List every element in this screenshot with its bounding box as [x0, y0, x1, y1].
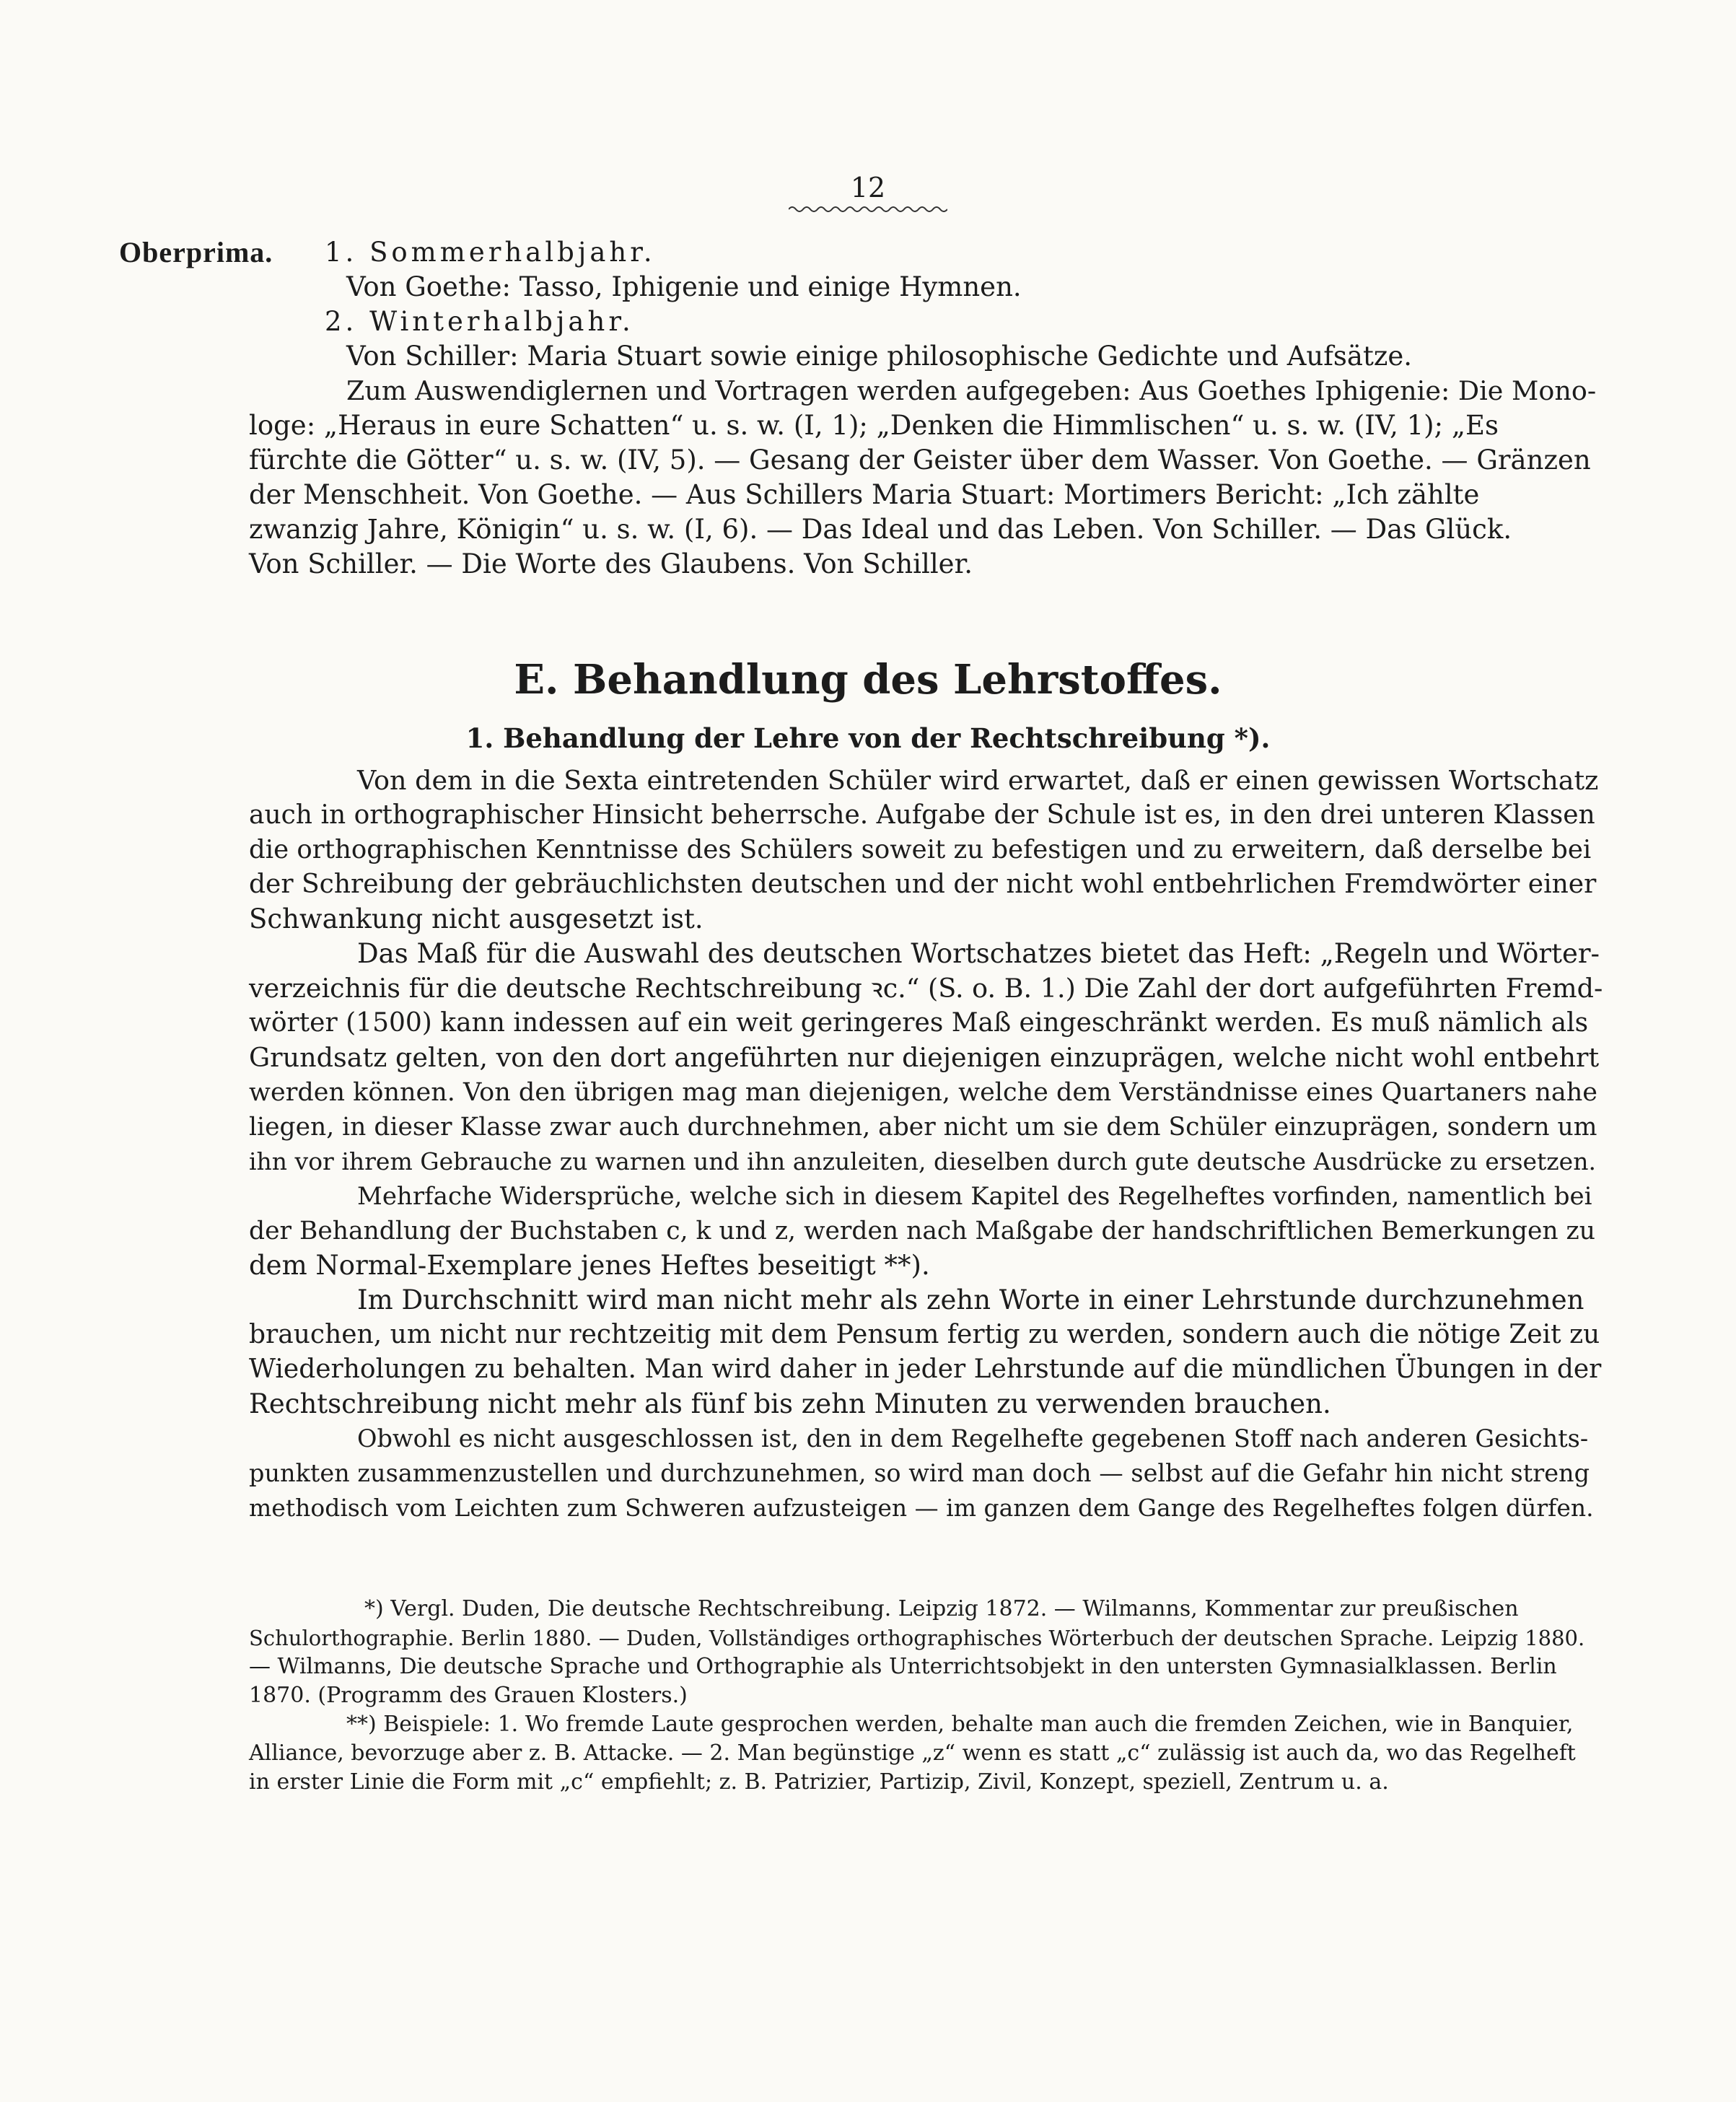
footnote-line: in erster Linie die Form mit „c“ empfiehlt; z. B. Patrizier, Partizip, Zivil, Konzept, speziell, Zentrum u. a. [249, 1769, 1389, 1795]
paragraph-line: Obwohl es nicht ausgeschlossen ist, den in dem Regelhefte gegebenen Stoff nach anderen Gesichts- [357, 1424, 1589, 1453]
paragraph-line: Im Durchschnitt wird man nicht mehr als zehn Worte in einer Lehrstunde durchzunehmen [357, 1284, 1584, 1315]
paragraph-line: Mehrfache Widersprüche, welche sich in diesem Kapitel des Regelheftes vorfinden, namentlich bei [357, 1182, 1592, 1211]
paragraph-line: Zum Auswendiglernen und Vortragen werden aufgegeben: Aus Goethes Iphigenie: Die Mono- [346, 375, 1597, 406]
paragraph-line: verzeichnis für die deutsche Rechtschreibung ꝛc.“ (S. o. B. 1.) Die Zahl der dort aufgeführten Fremd- [249, 973, 1603, 1004]
reading-item: Von Goethe: Tasso, Iphigenie und einige Hymnen. [346, 271, 1022, 302]
body-text [249, 763, 1605, 1525]
paragraph-line: Von dem in die Sexta eintretenden Schüler wird erwartet, daß er einen gewissen Wortschatz [357, 765, 1599, 796]
paragraph-line: zwanzig Jahre, Königin“ u. s. w. (I, 6). — Das Ideal und das Leben. Von Schiller. — Das Glück. [249, 514, 1512, 545]
paragraph-line: Grundsatz gelten, von den dort angeführten nur diejenigen einzuprägen, welche nicht wohl entbehrt [249, 1042, 1600, 1073]
paragraph-line: Schwankung nicht ausgesetzt ist. [249, 903, 703, 934]
paragraph-line: loge: „Heraus in eure Schatten“ u. s. w. (I, 1); „Denken die Himmlischen“ u. s. w. (IV, 1); „Es [249, 410, 1499, 441]
paragraph-line: der Schreibung der gebräuchlichsten deutschen und der nicht wohl entbehrlichen Fremdwörter einer [249, 870, 1597, 899]
page-number: 12 [850, 172, 886, 203]
paragraph-line: brauchen, um nicht nur rechtzeitig mit dem Pensum fertig zu werden, sondern auch die nötige Zeit zu [249, 1320, 1600, 1349]
paragraph-line: methodisch vom Leichten zum Schweren aufzusteigen — im ganzen dem Gange des Regelheftes folgen dürfen. [249, 1494, 1594, 1522]
sub-heading: 1. Behandlung der Lehre von der Rechtschreibung *). [465, 722, 1271, 754]
footnote-line: **) Beispiele: 1. Wo fremde Laute gesprochen werden, behalte man auch die fremden Zeichen, wie in Banquier, [346, 1712, 1574, 1737]
footnotes [249, 1595, 1605, 1797]
paragraph-line: Das Maß für die Auswahl des deutschen Wortschatzes bietet das Heft: „Regeln und Wörter- [357, 938, 1600, 969]
semester-heading: 2. Winterhalbjahr. [325, 306, 634, 337]
paragraph-line: die orthographischen Kenntnisse des Schülers soweit zu befestigen und zu erweitern, daß derselbe bei [249, 835, 1592, 864]
ornament-wave [789, 203, 947, 215]
footnote-line: Alliance, bevorzuge aber z. B. Attacke. — 2. Man begünstige „z“ wenn es statt „c“ zulässig ist auch da, wo das Regelheft [249, 1740, 1576, 1766]
paragraph-line: der Menschheit. Von Goethe. — Aus Schillers Maria Stuart: Mortimers Bericht: „Ich zählte [249, 479, 1480, 510]
paragraph-line: Von Schiller. — Die Worte des Glaubens. Von Schiller. [249, 548, 973, 579]
footnote-line: 1870. (Programm des Grauen Klosters.) [249, 1683, 688, 1708]
reading-list [249, 235, 1605, 582]
paragraph-line: Wiederholungen zu behalten. Man wird daher in jeder Lehrstunde auf die mündlichen Übungen in der [249, 1354, 1602, 1384]
paragraph-line: fürchte die Götter“ u. s. w. (IV, 5). — Gesang der Geister über dem Wasser. Von Goethe. — Gränzen [249, 445, 1591, 476]
paragraph-line: liegen, in dieser Klasse zwar auch durchnehmen, aber nicht um sie dem Schüler einzuprägen, sondern um [249, 1113, 1597, 1142]
section-heading: E. Behandlung des Lehrstoffes. [514, 656, 1222, 704]
footnote-line: Schulorthographie. Berlin 1880. — Duden, Vollständiges orthographisches Wörterbuch der deutschen Sprache. Leipzig 1880. [249, 1626, 1585, 1650]
footnote-line: *) Vergl. Duden, Die deutsche Rechtschreibung. Leipzig 1872. — Wilmanns, Kommentar zur preußischen [364, 1596, 1519, 1621]
paragraph-line: Rechtschreibung nicht mehr als fünf bis zehn Minuten zu verwenden brauchen. [249, 1388, 1331, 1419]
class-label: Oberprima. [119, 236, 273, 268]
paragraph-line: dem Normal-Exemplare jenes Heftes beseitigt **). [249, 1250, 930, 1281]
reading-item: Von Schiller: Maria Stuart sowie einige philosophische Gedichte und Aufsätze. [346, 341, 1413, 372]
paragraph-line: wörter (1500) kann indessen auf ein weit geringeres Maß eingeschränkt werden. Es muß nämlich als [249, 1008, 1589, 1038]
footnote-line: — Wilmanns, Die deutsche Sprache und Orthographie als Unterrichtsobjekt in den untersten Gymnasialklassen. Berlin [249, 1654, 1557, 1679]
paragraph-line: ihn vor ihrem Gebrauche zu warnen und ihn anzuleiten, dieselben durch gute deutsche Ausdrücke zu ersetzen. [249, 1147, 1596, 1175]
paragraph-line: werden können. Von den übrigen mag man diejenigen, welche dem Verständnisse eines Quartaners nahe [249, 1078, 1597, 1107]
semester-heading: 1. Sommerhalbjahr. [325, 237, 656, 268]
paragraph-line: punkten zusammenzustellen und durchzunehmen, so wird man doch — selbst auf die Gefahr hin nicht streng [249, 1459, 1590, 1487]
paragraph-line: der Behandlung der Buchstaben c, k und z, werden nach Maßgabe der handschriftlichen Bemerkungen zu [249, 1217, 1595, 1245]
paragraph-line: auch in orthographischer Hinsicht beherrsche. Aufgabe der Schule ist es, in den drei unteren Klassen [249, 800, 1595, 830]
